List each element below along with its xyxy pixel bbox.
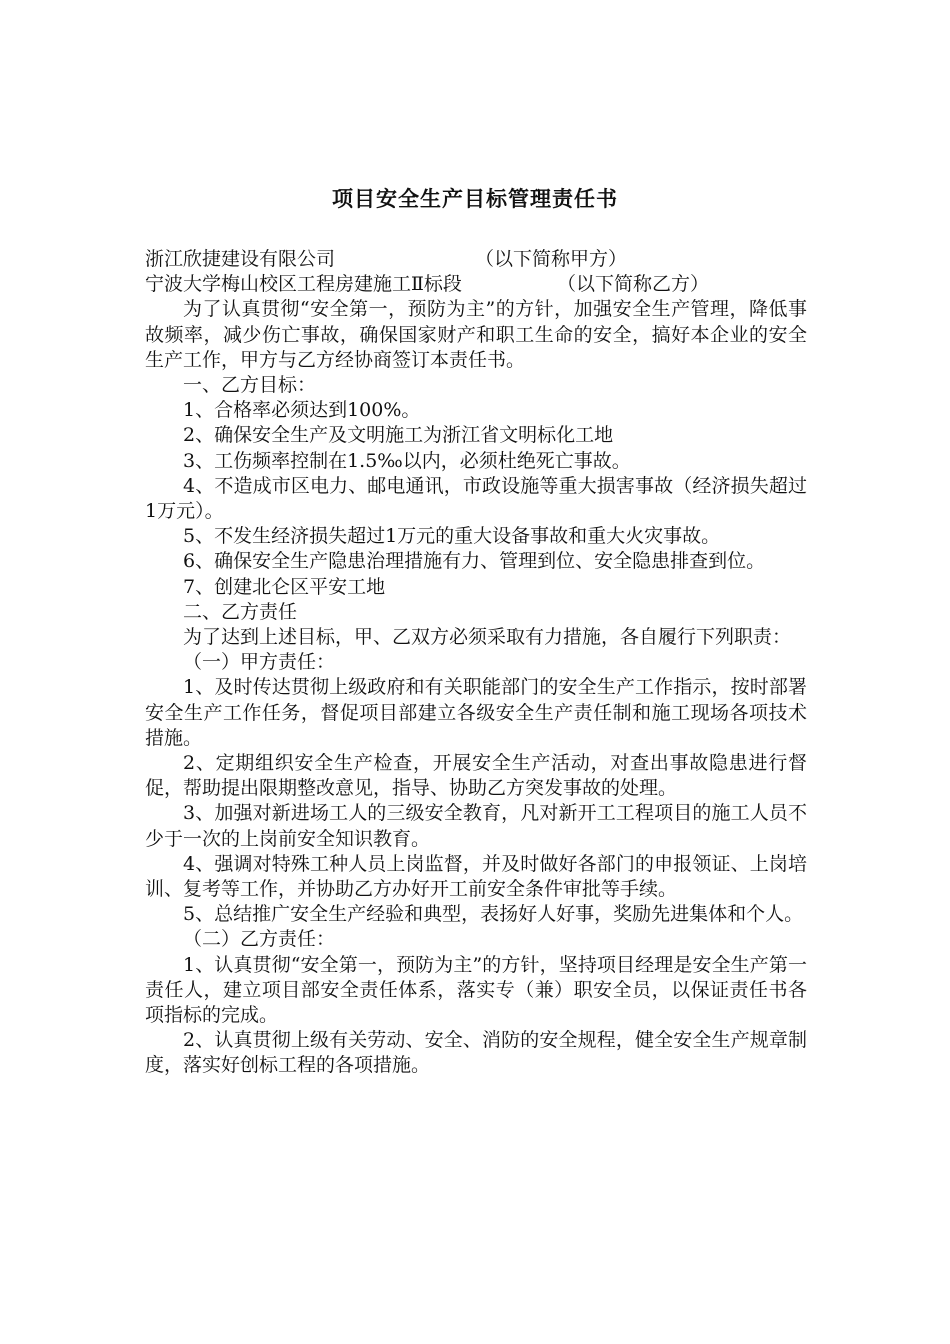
party-b-alias: （以下简称乙方）: [557, 273, 710, 296]
party-a-line: [145, 247, 807, 272]
document-title: 项目安全生产目标管理责任书: [332, 187, 618, 211]
party-b-line: [145, 272, 807, 297]
goal-item: 3、工伤频率控制在1.5‰以内，必须杜绝死亡事故。: [183, 449, 631, 472]
party-a-duty: 3、加强对新进场工人的三级安全教育，凡对新开工工程项目的施工人员不少于一次的上岗前安全知识教育。: [145, 802, 807, 850]
section-heading-responsibility: 二、乙方责任: [183, 600, 298, 623]
goal-item: 1、合格率必须达到100%。: [183, 399, 421, 422]
document-body: [145, 247, 807, 1079]
goal-item: 4、不造成市区电力、邮电通讯，市政设施等重大损害事故（经济损失超过1万元）。: [145, 474, 807, 522]
subsection-heading-party-b: （二）乙方责任：: [183, 928, 336, 951]
intro-paragraph: 为了认真贯彻“安全第一，预防为主”的方针，加强安全生产管理，降低事故频率，减少伤亡事故，确保国家财产和职工生命的安全，搞好本企业的安全生产工作，甲方与乙方经协商签订本责任书。: [145, 298, 807, 371]
party-a-duty: 4、强调对特殊工种人员上岗监督，并及时做好各部门的申报领证、上岗培训、复考等工作，并协助乙方办好开工前安全条件审批等手续。: [145, 852, 807, 901]
party-a-alias: （以下简称甲方）: [475, 248, 628, 270]
goal-item: 2、确保安全生产及文明施工为浙江省文明标化工地: [183, 424, 614, 447]
responsibility-intro: 为了达到上述目标，甲、乙双方必须采取有力措施，各自履行下列职责：: [183, 626, 792, 649]
party-b-name: 宁波大学梅山校区工程房建施工Ⅱ标段: [145, 273, 462, 296]
goal-item: 6、确保安全生产隐患治理措施有力、管理到位、安全隐患排查到位。: [183, 550, 766, 573]
party-a-name: 浙江欣捷建设有限公司: [145, 248, 336, 270]
party-b-duty: 2、认真贯彻上级有关劳动、安全、消防的安全规程，健全安全生产规章制度，落实好创标工程的各项措施。: [145, 1029, 807, 1077]
party-a-duty: 5、总结推广安全生产经验和典型，表扬好人好事，奖励先进集体和个人。: [183, 903, 804, 926]
section-heading-goals: 一、乙方目标：: [183, 373, 317, 396]
party-b-duty: 1、认真贯彻“安全第一，预防为主”的方针，坚持项目经理是安全生产第一责任人，建立项目部安全责任体系，落实专（兼）职安全员，以保证责任书各项指标的完成。: [145, 953, 807, 1027]
subsection-heading-party-a: （一）甲方责任：: [183, 651, 336, 674]
party-a-duty: 2、定期组织安全生产检查，开展安全生产活动，对查出事故隐患进行督促，帮助提出限期整改意见，指导、协助乙方突发事故的处理。: [145, 752, 807, 800]
goal-item: 7、创建北仑区平安工地: [183, 575, 386, 598]
party-a-duty: 1、及时传达贯彻上级政府和有关职能部门的安全生产工作指示，按时部署安全生产工作任务，督促项目部建立各级安全生产责任制和施工现场各项技术措施。: [145, 676, 807, 749]
goal-item: 5、不发生经济损失超过1万元的重大设备事故和重大火灾事故。: [183, 525, 721, 548]
